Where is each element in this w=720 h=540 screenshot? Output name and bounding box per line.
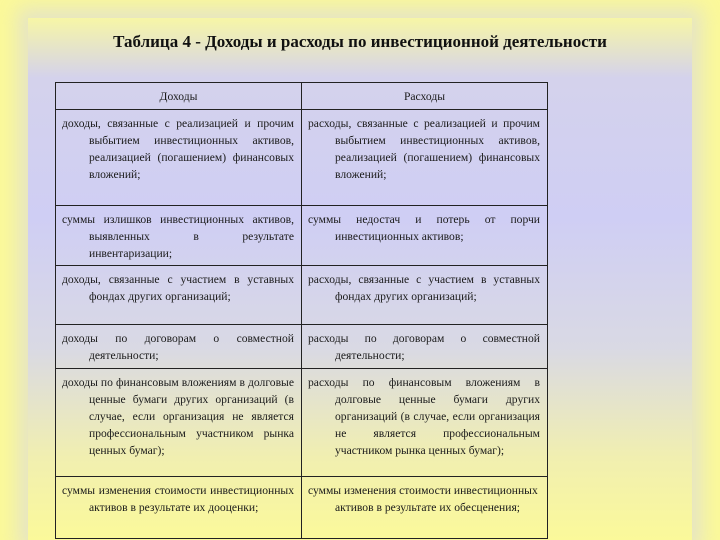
table-row [56,206,548,266]
cell-text: доходы по финансовым вложениям в долговые ценные бумаги других организаций (в случае, если организация не является профессиональным участником рынка ценных бумаг); [62,376,294,457]
table-row [56,266,548,325]
cell-text: доходы, связанные с участием в уставных фондах других организаций; [62,273,294,303]
header-expenses: Расходы [302,83,548,110]
cell-text: доходы по договорам о совместной деятельности; [62,332,294,362]
cell-text: суммы излишков инвестиционных активов, выявленных в результате инвентаризации; [62,213,294,260]
cell-text: суммы изменения стоимости инвестиционных активов в результате их обесценения; [308,484,538,514]
income-expense-table [55,82,548,539]
income-cell [56,206,302,266]
income-cell [56,369,302,477]
page-title: Таблица 4 - Доходы и расходы по инвестиционной деятельности [113,32,607,51]
cell-text: расходы, связанные с реализацией и прочим выбытием инвестиционных активов, реализацией (погашением) финансовых вложений; [308,117,540,181]
table-row [56,325,548,369]
expense-cell [302,206,548,266]
expense-cell [302,477,548,539]
table-row [56,110,548,206]
table-row [56,477,548,539]
cell-text: суммы изменения стоимости инвестиционных активов в результате их дооценки; [62,484,294,514]
cell-text: доходы, связанные с реализацией и прочим выбытием инвестиционных активов, реализацией (погашением) финансовых вложений; [62,117,294,181]
expense-cell [302,369,548,477]
header-income: Доходы [56,83,302,110]
expense-cell [302,266,548,325]
income-cell [56,266,302,325]
table-header-row [56,83,548,110]
income-cell [56,110,302,206]
income-cell [56,477,302,539]
cell-text: расходы по договорам о совместной деятельности; [308,332,540,362]
cell-text: расходы, связанные с участием в уставных фондах других организаций; [308,273,540,303]
cell-text: суммы недостач и потерь от порчи инвестиционных активов; [308,213,540,243]
income-cell [56,325,302,369]
cell-text: расходы по финансовым вложениям в долговые ценные бумаги других организаций (в случае, если организация не является профессиональным участником рынка ценных бумаг); [308,376,540,457]
expense-cell [302,325,548,369]
expense-cell [302,110,548,206]
table-row [56,369,548,477]
